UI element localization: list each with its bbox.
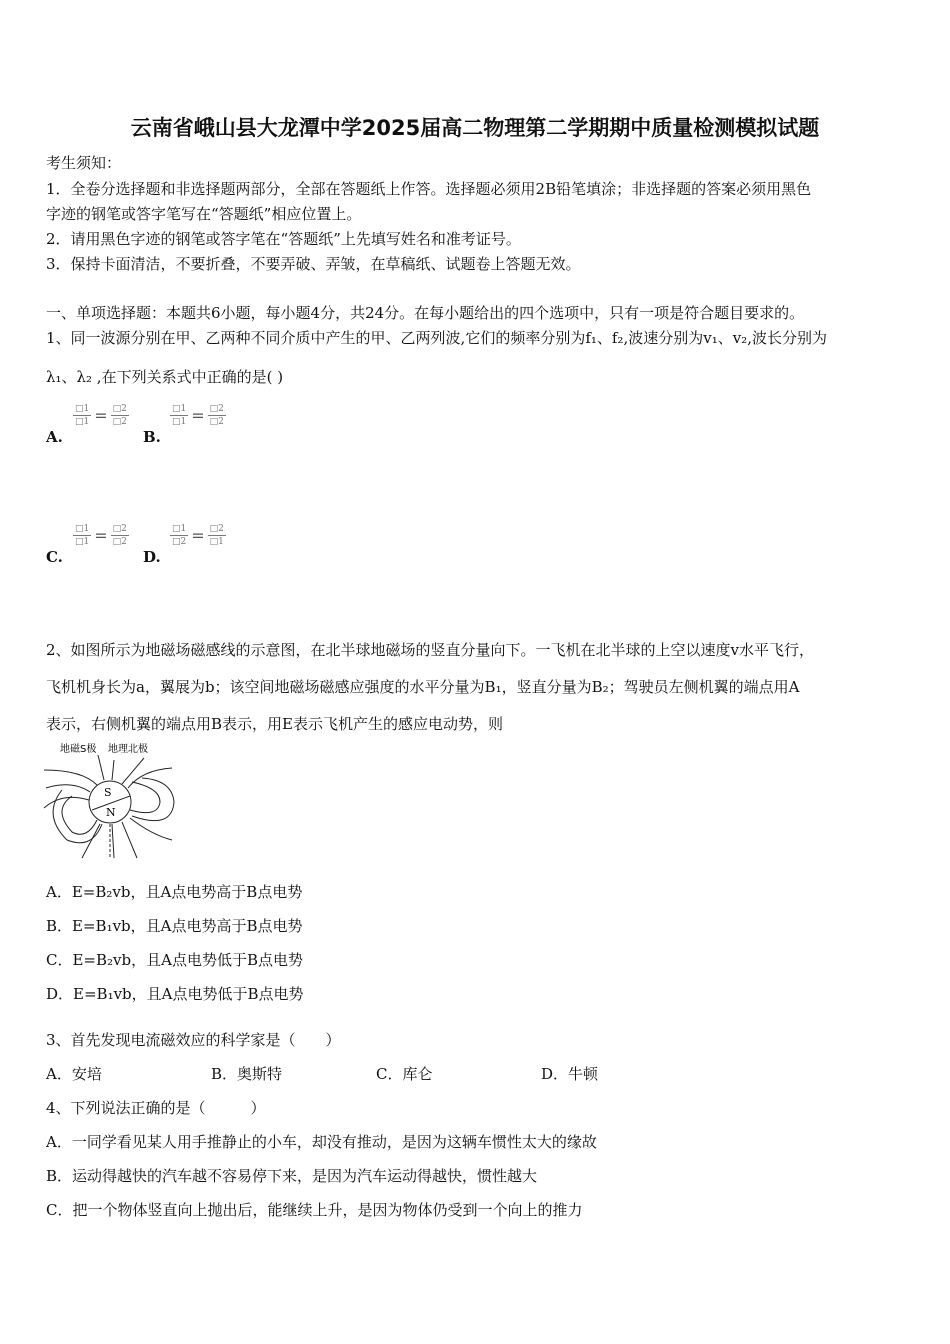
q4-stem: 4、下列说法正确的是（ ）	[46, 1099, 266, 1117]
figure-label-n: 地理北极	[108, 744, 148, 755]
notice-item: 3．保持卡面清洁，不要折叠，不要弄破、弄皱，在草稿纸、试题卷上答题无效。	[46, 255, 581, 273]
q1-stem: λ₁、λ₂ ,在下列关系式中正确的是( )	[46, 368, 284, 386]
q2-option: B．E=B₁vb，且A点电势高于B点电势	[46, 917, 303, 935]
notice-heading: 考生须知：	[46, 154, 122, 172]
figure-label-s: 地磁S极	[60, 744, 97, 755]
q3-stem: 3、首先发现电流磁效应的科学家是（ ）	[46, 1031, 341, 1049]
q1-option-formula: $\frac{□1}{□1}$ = $\frac{□2}{□2}$	[75, 404, 127, 427]
q3-option: B．奥斯特	[211, 1065, 283, 1083]
q1-option-label: B.	[143, 428, 161, 446]
fraction: $\frac{□1}{□1}$	[172, 404, 187, 427]
fraction: $\frac{□2}{□2}$	[112, 404, 127, 427]
q2-option: D．E=B₁vb，且A点电势低于B点电势	[46, 985, 304, 1003]
q1-option-label: C.	[46, 548, 63, 566]
q4-option: B．运动得越快的汽车越不容易停下来，是因为汽车运动得越快，惯性越大	[46, 1167, 538, 1185]
fraction: $\frac{□1}{□1}$	[75, 404, 90, 427]
q3-option: D．牛顿	[541, 1065, 599, 1083]
figure-n-pole: N	[106, 806, 116, 819]
q4-option: C．把一个物体竖直向上抛出后，能继续上升，是因为物体仍受到一个向上的推力	[46, 1201, 583, 1219]
q1-stem: 1、同一波源分别在甲、乙两种不同介质中产生的甲、乙两列波,它们的频率分别为f₁、f₂,波速分别为v₁、v₂,波长分别为	[46, 329, 827, 347]
q2-stem: 表示，右侧机翼的端点用B表示，用E表示飞机产生的感应电动势，则	[46, 715, 503, 733]
q1-option-label: A.	[46, 428, 63, 446]
figure-s-pole: S	[104, 786, 112, 799]
fraction: $\frac{□1}{□1}$	[75, 524, 90, 547]
notice-item: 2．请用黑色字迹的钢笔或答字笔在“答题纸”上先填写姓名和准考证号。	[46, 230, 521, 248]
notice-item: 字迹的钢笔或答字笔写在“答题纸”相应位置上。	[46, 205, 362, 223]
notice-item: 1．全卷分选择题和非选择题两部分，全部在答题纸上作答。选择题必须用2B铅笔填涂；非选择题的答案必须用黑色	[46, 180, 812, 198]
q3-option: A．安培	[46, 1065, 102, 1083]
q1-option-label: D.	[143, 548, 161, 566]
fraction: $\frac{□2}{□1}$	[209, 524, 224, 547]
q2-option: A．E=B₂vb，且A点电势高于B点电势	[46, 883, 303, 901]
fraction: $\frac{□2}{□2}$	[112, 524, 127, 547]
fraction: $\frac{□2}{□2}$	[209, 404, 224, 427]
q2-option: C．E=B₂vb，且A点电势低于B点电势	[46, 951, 303, 969]
fraction: $\frac{□1}{□2}$	[172, 524, 187, 547]
q1-option-formula: $\frac{□1}{□1}$ = $\frac{□2}{□2}$	[75, 524, 127, 547]
q3-option: C．库仑	[376, 1065, 433, 1083]
q1-option-formula: $\frac{□1}{□2}$ = $\frac{□2}{□1}$	[172, 524, 224, 547]
geomagnetic-field-figure	[42, 740, 182, 860]
q2-stem: 飞机机身长为a，翼展为b；该空间地磁场磁感应强度的水平分量为B₁，竖直分量为B₂；驾驶员左侧机翼的端点用A	[46, 678, 800, 696]
q2-stem: 2、如图所示为地磁场磁感线的示意图，在北半球地磁场的竖直分量向下。一飞机在北半球的上空以速度v水平飞行，	[46, 641, 815, 659]
q1-option-formula: $\frac{□1}{□1}$ = $\frac{□2}{□2}$	[172, 404, 224, 427]
q4-option: A．一同学看见某人用手推静止的小车，却没有推动，是因为这辆车惯性太大的缘故	[46, 1133, 597, 1151]
section-heading: 一、单项选择题：本题共6小题，每小题4分，共24分。在每小题给出的四个选项中，只有一项是符合题目要求的。	[46, 304, 805, 322]
page-title: 云南省峨山县大龙潭中学2025届高二物理第二学期期中质量检测模拟试题	[130, 116, 820, 140]
